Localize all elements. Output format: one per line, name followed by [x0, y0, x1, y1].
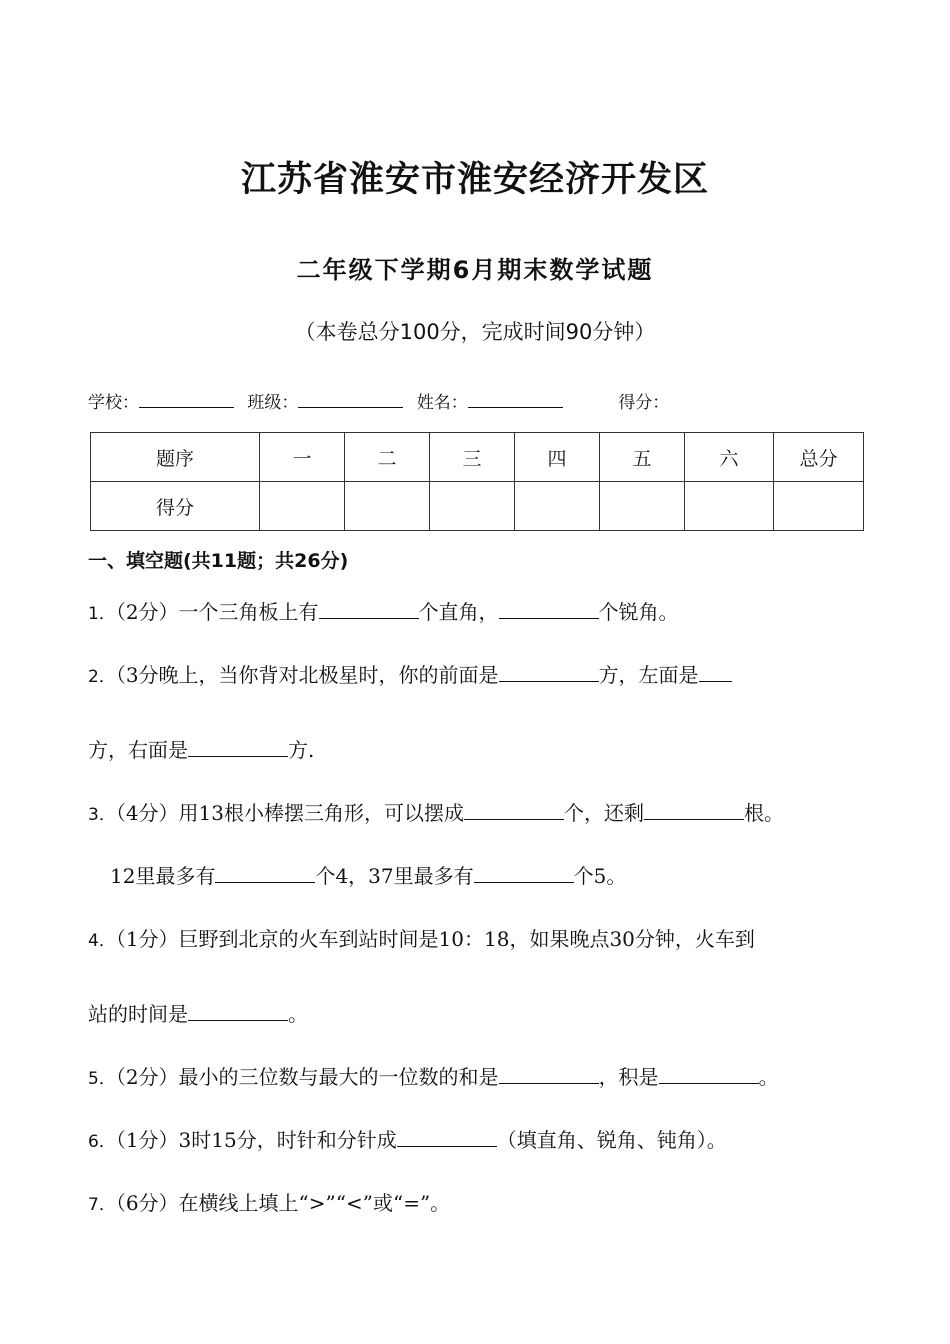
answer-blank[interactable] — [474, 862, 574, 883]
exam-subtitle: 二年级下学期6月期末数学试题 — [296, 256, 654, 284]
question-4-continued — [88, 998, 308, 1027]
answer-blank[interactable] — [188, 1000, 288, 1021]
score-table — [90, 432, 864, 531]
table-cell: 二 — [345, 433, 430, 482]
class-blank[interactable] — [298, 389, 403, 408]
question-7 — [88, 1187, 450, 1216]
score-input-cell[interactable] — [260, 482, 345, 531]
question-3-continued — [110, 860, 626, 889]
question-number: 3． — [88, 805, 116, 825]
answer-blank[interactable] — [499, 598, 599, 619]
question-number: 5． — [88, 1069, 116, 1089]
answer-blank[interactable] — [699, 661, 732, 682]
school-label: 学校： — [88, 393, 139, 413]
answer-blank[interactable] — [215, 862, 315, 883]
answer-blank[interactable] — [499, 1063, 599, 1084]
score-input-cell[interactable] — [600, 482, 685, 531]
table-cell: 三 — [430, 433, 515, 482]
student-info-row — [88, 388, 669, 413]
question-text: 个，还剩 — [564, 801, 645, 825]
question-text: 方. — [288, 738, 315, 762]
score-label: 得分： — [618, 393, 670, 413]
question-5 — [88, 1061, 779, 1090]
question-number: 1． — [88, 604, 116, 624]
question-text: （6分）在横线上填上“>”“<”或“=”。 — [115, 1191, 451, 1215]
question-text: 站的时间是 — [88, 1002, 188, 1026]
question-number: 7． — [88, 1195, 116, 1215]
score-input-cell[interactable] — [685, 482, 774, 531]
score-input-cell[interactable] — [774, 482, 864, 531]
question-text: （1分）巨野到北京的火车到站时间是10：18，如果晚点30分钟，火车到 — [115, 927, 755, 951]
school-blank[interactable] — [139, 389, 234, 408]
question-text: 个4，37里最多有 — [315, 864, 474, 888]
question-text: 。 — [288, 1002, 308, 1026]
question-text: ，积是 — [598, 1065, 659, 1089]
answer-blank[interactable] — [464, 799, 564, 820]
table-cell: 五 — [600, 433, 685, 482]
answer-blank[interactable] — [188, 736, 288, 757]
table-cell: 得分 — [91, 482, 260, 531]
question-text: （1分）3时15分，时针和分针成 — [115, 1128, 397, 1152]
table-cell: 一 — [260, 433, 345, 482]
question-number: 6． — [88, 1132, 116, 1152]
section-title: 一、填空题(共11题；共26分) — [88, 550, 349, 572]
answer-blank[interactable] — [499, 661, 599, 682]
question-3 — [88, 797, 784, 826]
score-table-score-row — [91, 482, 864, 531]
exam-title: 江苏省淮安市淮安经济开发区 — [240, 159, 709, 200]
question-4 — [88, 923, 755, 952]
answer-blank[interactable] — [397, 1126, 497, 1147]
answer-blank[interactable] — [659, 1063, 759, 1084]
question-text: 个锐角。 — [598, 600, 679, 624]
question-number: 4． — [88, 931, 116, 951]
score-table-header-row — [91, 433, 864, 482]
table-cell: 题序 — [91, 433, 260, 482]
score-input-cell[interactable] — [345, 482, 430, 531]
question-text: 方，右面是 — [88, 738, 188, 762]
answer-blank[interactable] — [644, 799, 744, 820]
question-text: 12里最多有 — [110, 864, 216, 888]
exam-note: （本卷总分100分，完成时间90分钟） — [294, 320, 656, 344]
score-input-cell[interactable] — [515, 482, 600, 531]
name-label: 姓名： — [416, 393, 468, 413]
name-blank[interactable] — [468, 389, 563, 408]
question-text: 个直角， — [418, 600, 499, 624]
question-text: （3分晚上，当你背对北极星时，你的前面是 — [115, 663, 499, 687]
question-6 — [88, 1124, 727, 1153]
question-text: 个5。 — [573, 864, 627, 888]
question-text: （填直角、锐角、钝角）。 — [496, 1128, 727, 1152]
question-1 — [88, 596, 679, 625]
question-2-continued — [88, 734, 314, 763]
score-input-cell[interactable] — [430, 482, 515, 531]
question-text: 方，左面是 — [598, 663, 699, 687]
class-label: 班级： — [247, 393, 299, 413]
question-text: 根。 — [744, 801, 785, 825]
answer-blank[interactable] — [319, 598, 419, 619]
table-cell: 总分 — [774, 433, 864, 482]
question-text: （4分）用13根小棒摆三角形，可以摆成 — [115, 801, 465, 825]
question-text: 。 — [758, 1065, 779, 1089]
question-2 — [88, 659, 732, 688]
question-text: （2分）最小的三位数与最大的一位数的和是 — [115, 1065, 499, 1089]
table-cell: 六 — [685, 433, 774, 482]
question-number: 2． — [88, 667, 116, 687]
table-cell: 四 — [515, 433, 600, 482]
question-text: （2分）一个三角板上有 — [115, 600, 319, 624]
